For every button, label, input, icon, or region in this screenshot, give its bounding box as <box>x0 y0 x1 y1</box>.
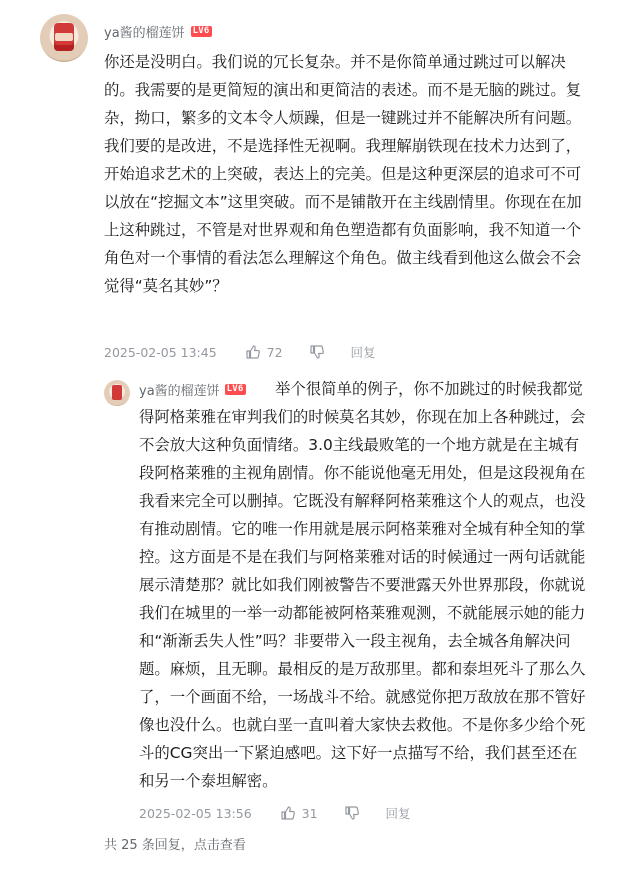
comment-info-bar <box>104 341 376 363</box>
reply-info-bar <box>139 802 411 824</box>
reply-count-text: 共 25 条回复， <box>104 838 194 853</box>
like-count: 31 <box>301 805 318 821</box>
comment-header <box>104 21 212 41</box>
avatar[interactable] <box>104 380 130 406</box>
more-replies-bar <box>104 834 246 853</box>
avatar[interactable] <box>40 14 88 62</box>
like-button[interactable] <box>245 344 283 360</box>
thumbs-up-icon <box>280 805 296 821</box>
dislike-button[interactable] <box>344 805 360 821</box>
reply-text: 举个很简单的例子，你不加跳过的时候我都觉得阿格莱雅在审判我们的时候莫名其妙，你现在加上各种跳过，会不会放大这种负面情绪。3.0主线最败笔的一个地方就是在主城有段阿格莱雅的主视角剧情。你不能说他毫无用处，但是这段视角在我看来完全可以删掉。它既没有解释阿格莱雅这个人的观点，也没有推动剧情。它的唯一作用就是展示阿格莱雅对全城有种全知的掌控。这方面是不是在我们与阿格莱雅对话的时候通过一两句话就能展示清楚那？就比如我们刚被警告不要泄露天外世界那段，你就说我们在城里的一举一动都能被阿格莱雅观测，不就能展示她的能力和“渐渐丢失人性”吗？非要带入一段主视角，去全城各角解决问题。麻烦，且无聊。最相反的是万敌那里。都和泰坦死斗了那么久了，一个画面不给，一场战斗不给。就感觉你把万敌放在那不管好像也没什么。也就白垩一直叫着大家快去救他。不是你多少给个死斗的CG突出一下紧迫感吧。这下好一点描写不给，我们甚至还在和另一个泰坦解密。 <box>139 380 586 790</box>
reply-time: 2025-02-05 13:56 <box>139 805 252 821</box>
username[interactable]: ya酱的榴莲饼 <box>104 25 185 41</box>
thumbs-down-icon <box>344 805 360 821</box>
dislike-button[interactable] <box>309 344 325 360</box>
like-count: 72 <box>266 344 283 360</box>
like-button[interactable] <box>280 805 318 821</box>
view-more-replies-link[interactable]: 点击查看 <box>193 838 246 853</box>
thumbs-down-icon <box>309 344 325 360</box>
comment-time: 2025-02-05 13:45 <box>104 344 217 360</box>
comment-text: 你还是没明白。我们说的冗长复杂。并不是你简单通过跳过可以解决的。我需要的是更简短的演出和更简洁的表述。而不是无脑的跳过。复杂，拗口，繁多的文本令人烦躁，但是一键跳过并不能解决所有问题。我们要的是改进，不是选择性无视啊。我理解崩铁现在技术力达到了，开始追求艺术的上突破，表达上的完美。但是这种更深层的追求可不可以放在“挖掘文本”这里突破。而不是铺散开在主线剧情里。你现在在加上这种跳过，不管是对世界观和角色塑造都有负面影响，我不知道一个角色对一个事情的看法怎么理解这个角色。做主线看到他这么做会不会觉得“莫名其妙”？ <box>104 53 582 295</box>
level-badge: LV6 <box>226 384 244 394</box>
username[interactable]: ya酱的榴莲饼 <box>139 384 220 399</box>
avatar-image <box>112 385 122 400</box>
level-badge: LV6 <box>192 25 210 36</box>
thumbs-up-icon <box>245 344 261 360</box>
reply-button[interactable]: 回复 <box>350 345 376 360</box>
reply-button[interactable]: 回复 <box>385 806 411 821</box>
